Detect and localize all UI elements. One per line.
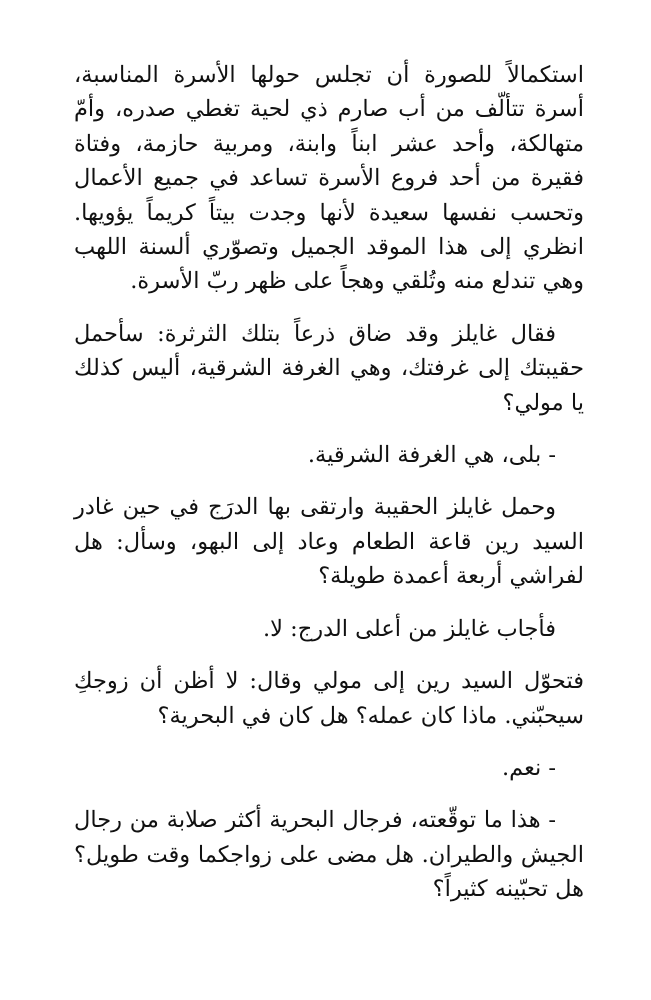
paragraph-giles-answer: فأجاب غايلز من أعلى الدرج: لا. bbox=[263, 615, 556, 642]
paragraph-navy-remark: - هذا ما توقّعته، فرجال البحرية أكثر صلابة من رجال الجيش والطيران. هل مضى على زواجكما وقت طويل؟ هل تحبّينه كثيراً؟ bbox=[74, 807, 584, 903]
paragraph-yes-reply: - نعم. bbox=[502, 754, 556, 781]
book-page bbox=[74, 58, 584, 907]
paragraph-east-room-reply: - بلى، هي الغرفة الشرقية. bbox=[307, 442, 556, 469]
paragraph-wren-question: فتحوّل السيد رين إلى مولي وقال: لا أظن أن زوجكِ سيحبّني. ماذا كان عمله؟ هل كان في البحرية؟ bbox=[74, 668, 584, 729]
paragraph-stairs: وحمل غايلز الحقيبة وارتقى بها الدرَج في حين غادر السيد رين قاعة الطعام وعاد إلى البهو، وسأل: هل لفراشي أربعة أعمدة طويلة؟ bbox=[74, 494, 584, 590]
paragraph-family-scene: استكمالاً للصورة أن تجلس حولها الأسرة المناسبة، أسرة تتألّف من أب صارم ذي لحية تغطي صدره، وأمّ متهالكة، وأحد عشر ابناً وابنة، ومربية حازمة، وفتاة فقيرة من أحد فروع الأسرة تساعد في جميع الأعمال وتحسب نفسها سعيدة لأنها وجدت بيتاً كريماً يؤويها. انظري إلى هذا الموقد الجميل وتصوّري ألسنة اللهب وهي تندلع منه وتُلقي وهجاً على ظهر ربّ الأسرة. bbox=[74, 62, 584, 295]
paragraph-giles-suitcase: فقال غايلز وقد ضاق ذرعاً بتلك الثرثرة: سأحمل حقيبتك إلى غرفتك، وهي الغرفة الشرقية، أليس كذلك يا مولي؟ bbox=[74, 320, 584, 416]
